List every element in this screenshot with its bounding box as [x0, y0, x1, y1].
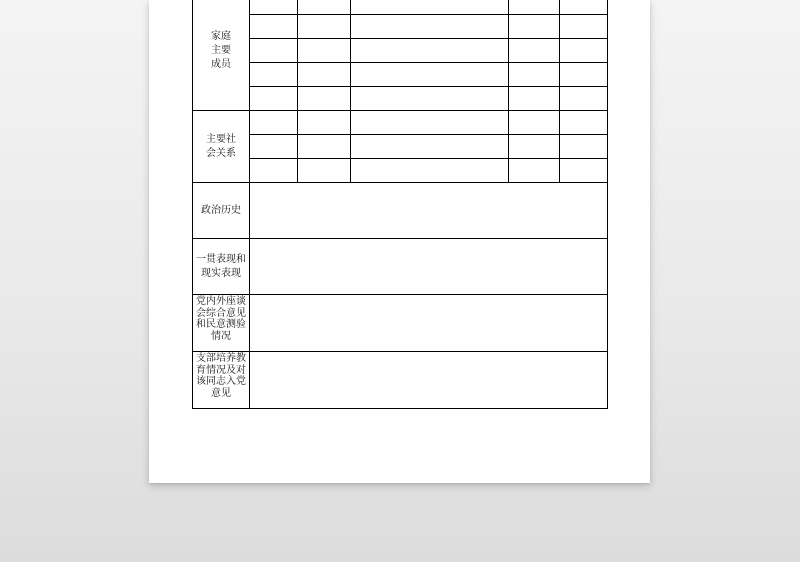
social-relation-row: [193, 159, 608, 183]
family-cell[interactable]: [298, 87, 351, 111]
label-line: 会关系: [206, 147, 236, 159]
family-cell[interactable]: [560, 15, 608, 39]
family-member-row: [193, 87, 608, 111]
relation-cell[interactable]: [298, 111, 351, 135]
family-cell[interactable]: [509, 15, 560, 39]
relation-cell[interactable]: [250, 111, 298, 135]
family-cell[interactable]: [509, 0, 560, 15]
family-cell[interactable]: [509, 87, 560, 111]
document-page: [149, 0, 650, 483]
relation-cell[interactable]: [250, 159, 298, 183]
relation-cell[interactable]: [351, 111, 509, 135]
political-history-row: [193, 183, 608, 239]
family-cell[interactable]: [560, 63, 608, 87]
family-cell[interactable]: [250, 39, 298, 63]
relation-cell[interactable]: [298, 159, 351, 183]
family-cell[interactable]: [298, 39, 351, 63]
label-line: 党内外座谈: [196, 296, 246, 307]
label-line: 会综合意见: [196, 307, 246, 319]
relation-cell[interactable]: [298, 135, 351, 159]
label-line: 育情况及对: [196, 364, 246, 376]
label-line: 家庭: [211, 30, 231, 42]
label-line: 和民意测验: [196, 319, 246, 330]
family-cell[interactable]: [250, 63, 298, 87]
relation-cell[interactable]: [560, 111, 608, 135]
family-cell[interactable]: [250, 87, 298, 111]
family-cell[interactable]: [560, 0, 608, 15]
relation-cell[interactable]: [509, 159, 560, 183]
political-history-field[interactable]: [250, 183, 608, 239]
social-relation-row: [193, 111, 608, 135]
family-cell[interactable]: [250, 0, 298, 15]
social-relation-row: [193, 135, 608, 159]
political-history-label: [193, 183, 250, 239]
social-relations-label: [193, 111, 250, 183]
family-cell[interactable]: [351, 87, 509, 111]
family-cell[interactable]: [351, 0, 509, 15]
label-line: 成员: [211, 58, 231, 70]
family-cell[interactable]: [298, 0, 351, 15]
label-line: 现实表现: [201, 267, 241, 279]
forum-opinions-label: [193, 295, 250, 352]
family-cell[interactable]: [351, 39, 509, 63]
relation-cell[interactable]: [509, 135, 560, 159]
branch-opinion-row: [193, 352, 608, 409]
family-cell[interactable]: [509, 63, 560, 87]
family-cell[interactable]: [351, 63, 509, 87]
label-line: 支部培养教: [196, 353, 246, 364]
relation-cell[interactable]: [351, 159, 509, 183]
family-member-row: [193, 63, 608, 87]
label-line: 主要: [211, 44, 231, 56]
performance-field[interactable]: [250, 239, 608, 295]
relation-cell[interactable]: [560, 135, 608, 159]
label-line: 情况: [211, 330, 231, 342]
branch-opinion-field[interactable]: [250, 352, 608, 409]
family-cell[interactable]: [298, 15, 351, 39]
label-line: 一贯表现和: [196, 253, 246, 265]
family-cell[interactable]: [560, 87, 608, 111]
forum-opinions-row: [193, 295, 608, 352]
label-line: 意见: [211, 387, 231, 399]
relation-cell[interactable]: [509, 111, 560, 135]
performance-row: [193, 239, 608, 295]
performance-label: [193, 239, 250, 295]
label-line: 该同志入党: [196, 376, 246, 387]
family-member-row: [193, 0, 608, 15]
application-form-table: [192, 0, 608, 409]
forum-opinions-field[interactable]: [250, 295, 608, 352]
family-cell[interactable]: [509, 39, 560, 63]
family-cell[interactable]: [298, 63, 351, 87]
relation-cell[interactable]: [351, 135, 509, 159]
family-members-label: [193, 0, 250, 111]
family-cell[interactable]: [351, 15, 509, 39]
relation-cell[interactable]: [250, 135, 298, 159]
label-line: 主要社: [206, 133, 236, 145]
family-member-row: [193, 15, 608, 39]
family-cell[interactable]: [250, 15, 298, 39]
label-line: 政治历史: [201, 204, 241, 216]
branch-opinion-label: [193, 352, 250, 409]
family-cell[interactable]: [560, 39, 608, 63]
family-member-row: [193, 39, 608, 63]
relation-cell[interactable]: [560, 159, 608, 183]
